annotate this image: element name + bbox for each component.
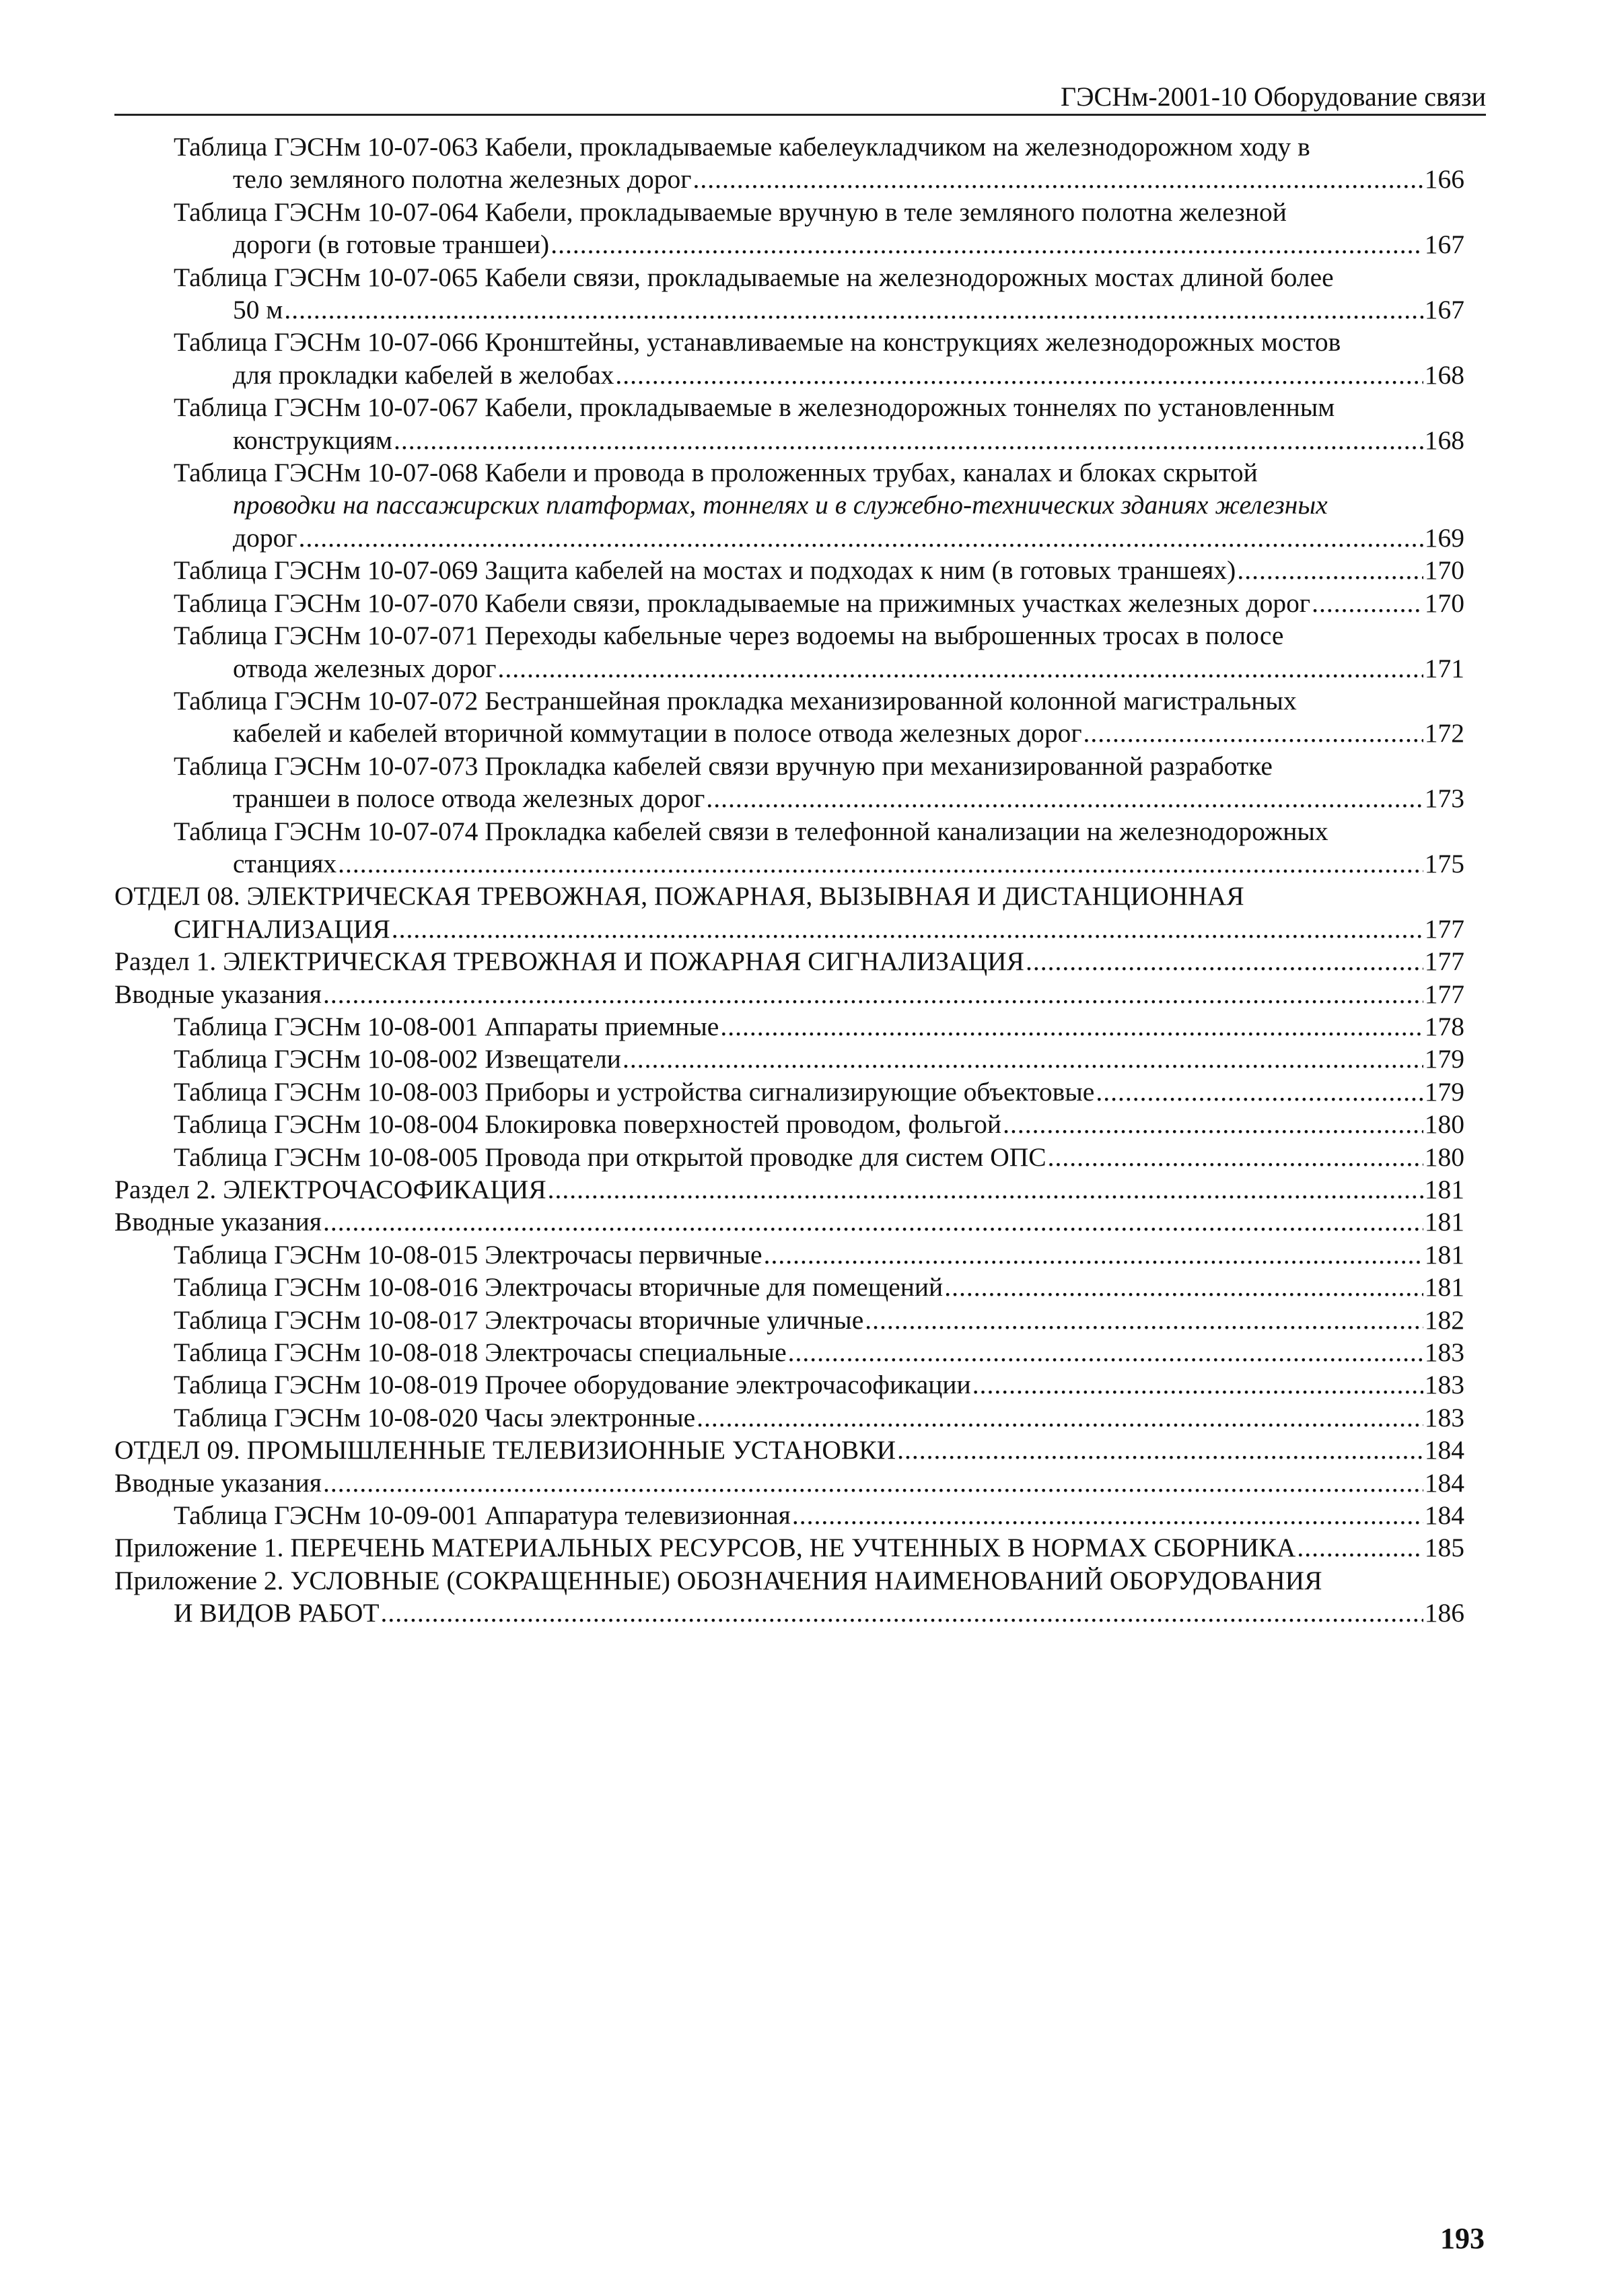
toc-entry-text (114, 1173, 1464, 1206)
toc-entry-text (174, 456, 1464, 554)
toc-entry[interactable] (114, 1467, 1464, 1499)
toc-entry-line: Таблица ГЭСНм 10-07-070 Кабели связи, прокладываемые на прижимных участках железных дорог (174, 588, 1311, 618)
dot-leader (394, 424, 1423, 456)
dot-leader (497, 652, 1423, 685)
toc-entry[interactable] (114, 1336, 1464, 1368)
dot-leader (338, 847, 1423, 880)
toc-entry-text (174, 1271, 1464, 1303)
toc-entry-text (174, 685, 1464, 750)
toc-entry[interactable] (114, 1401, 1464, 1434)
toc-entry-line: Таблица ГЭСНм 10-08-005 Провода при открытой проводке для систем ОПС (174, 1142, 1046, 1172)
toc-page-number: 179 (1424, 1076, 1464, 1107)
toc-page-number: 183 (1424, 1402, 1464, 1432)
toc-page-number: 180 (1424, 1109, 1464, 1140)
toc-entry-line: Таблица ГЭСНм 10-08-002 Извещатели (174, 1044, 621, 1074)
toc-page-number: 177 (1424, 946, 1464, 977)
toc-entry-line: Таблица ГЭСНм 10-07-071 Переходы кабельные через водоемы на выброшенных тросах в полосе (174, 621, 1284, 651)
toc-entry-line: Таблица ГЭСНм 10-08-015 Электрочасы первичные (174, 1239, 762, 1269)
toc-entry-text (174, 1304, 1464, 1336)
toc-entry-line: Таблица ГЭСНм 10-09-001 Аппаратура телевизионная (174, 1500, 791, 1531)
toc-page-number: 181 (1424, 1239, 1464, 1269)
dot-leader (380, 1597, 1423, 1629)
toc-entry-line: ОТДЕЛ 09. ПРОМЫШЛЕННЫЕ ТЕЛЕВИЗИОННЫЕ УСТАНОВКИ (114, 1435, 896, 1465)
dot-leader (623, 1043, 1423, 1075)
toc-entry-line: И ВИДОВ РАБОТ (174, 1598, 380, 1628)
toc-entry-line: Раздел 2. ЭЛЕКТРОЧАСОФИКАЦИЯ (114, 1175, 546, 1204)
dot-leader (788, 1336, 1423, 1368)
dot-leader (720, 1010, 1423, 1043)
toc-entry-line: Таблица ГЭСНм 10-08-016 Электрочасы вторичные для помещений (174, 1272, 944, 1302)
toc-entry-text (174, 391, 1464, 456)
toc-entry[interactable] (114, 1434, 1464, 1466)
toc-page-number: 186 (1424, 1598, 1464, 1628)
toc-entry-line: Таблица ГЭСНм 10-08-018 Электрочасы специальные (174, 1337, 787, 1368)
toc-page-number: 179 (1424, 1044, 1464, 1074)
toc-entry-text (174, 1141, 1464, 1173)
toc-entry-text (114, 945, 1464, 977)
toc-entry-line: Таблица ГЭСНм 10-07-073 Прокладка кабелей связи вручную при механизированной разработке (174, 751, 1273, 781)
toc-entry[interactable] (114, 815, 1464, 880)
dot-leader (615, 359, 1423, 391)
toc-page-number: 183 (1424, 1337, 1464, 1368)
toc-page-number: 177 (1424, 913, 1464, 944)
toc-page-number: 181 (1424, 1175, 1464, 1204)
toc-entry[interactable] (114, 1564, 1464, 1630)
toc-entry[interactable] (114, 880, 1464, 945)
toc-page-number: 184 (1424, 1435, 1464, 1465)
toc-entry[interactable] (114, 619, 1464, 685)
toc-entry-line: конструкциям (233, 425, 392, 455)
toc-entry-line: Таблица ГЭСНм 10-07-067 Кабели, прокладываемые в железнодорожных тоннелях по установленным (174, 392, 1335, 423)
toc-page-number: 182 (1424, 1304, 1464, 1335)
toc-entry-text (114, 1206, 1464, 1238)
toc-entry-text (174, 1368, 1464, 1401)
toc-entry-line: тело земляного полотна железных дорог (233, 164, 692, 195)
dot-leader (1297, 1531, 1423, 1564)
toc-entry-text (174, 1499, 1464, 1531)
toc-entry[interactable] (114, 1239, 1464, 1271)
toc-entry-line: кабелей и кабелей вторичной коммутации в полосе отвода железных дорог (233, 718, 1082, 749)
toc-page-number: 170 (1424, 555, 1464, 586)
toc-entry-text (174, 326, 1464, 391)
toc-entry-line: Таблица ГЭСНм 10-07-064 Кабели, прокладываемые вручную в теле земляного полотна железной (174, 197, 1287, 227)
toc-entry[interactable] (114, 1076, 1464, 1108)
toc-entry-text (174, 554, 1464, 586)
dot-leader (548, 1173, 1423, 1206)
toc-entry[interactable] (114, 1141, 1464, 1173)
dot-leader (944, 1271, 1423, 1303)
toc-entry[interactable] (114, 1304, 1464, 1336)
toc-entry-line: Таблица ГЭСНм 10-08-020 Часы электронные (174, 1402, 696, 1432)
toc-page-number: 175 (1424, 848, 1464, 878)
toc-entry[interactable] (114, 750, 1464, 815)
dot-leader (1026, 945, 1423, 977)
dot-leader (792, 1499, 1423, 1531)
toc-entry-text (174, 587, 1464, 619)
table-of-contents (114, 131, 1464, 1630)
toc-entry[interactable] (114, 978, 1464, 1010)
toc-entry[interactable] (114, 391, 1464, 456)
toc-entry-text (174, 619, 1464, 685)
toc-entry-text (174, 815, 1464, 880)
toc-entry-text (114, 1564, 1464, 1630)
toc-entry-text (174, 1239, 1464, 1271)
toc-page-number: 183 (1424, 1370, 1464, 1400)
toc-entry-line: Таблица ГЭСНм 10-07-069 Защита кабелей на мостах и подходах к ним (в готовых траншеях) (174, 555, 1236, 586)
toc-entry-line: проводки на пассажирских платформах, тоннелях и в служебно-технических зданиях железных (233, 490, 1328, 520)
toc-entry-line: Вводные указания (114, 1207, 322, 1237)
toc-page-number: 185 (1424, 1533, 1464, 1563)
dot-leader (392, 913, 1423, 945)
dot-leader (764, 1239, 1423, 1271)
dot-leader (865, 1304, 1423, 1336)
toc-entry[interactable] (114, 456, 1464, 554)
toc-entry-text (174, 261, 1464, 326)
toc-entry-line: Приложение 1. ПЕРЕЧЕНЬ МАТЕРИАЛЬНЫХ РЕСУРСОВ, НЕ УЧТЕННЫХ В НОРМАХ СБОРНИКА (114, 1533, 1296, 1563)
toc-entry-line: ОТДЕЛ 08. ЭЛЕКТРИЧЕСКАЯ ТРЕВОЖНАЯ, ПОЖАРНАЯ, ВЫЗЫВНАЯ И ДИСТАНЦИОННАЯ (114, 881, 1244, 911)
toc-page-number: 173 (1424, 784, 1464, 814)
toc-page-number: 184 (1424, 1467, 1464, 1498)
toc-page-number: 172 (1424, 718, 1464, 749)
dot-leader (1083, 717, 1423, 749)
toc-entry-line: отвода железных дорог (233, 653, 497, 683)
toc-page-number: 167 (1424, 230, 1464, 260)
dot-leader (692, 163, 1423, 195)
toc-entry[interactable] (114, 1368, 1464, 1401)
toc-entry[interactable] (114, 1010, 1464, 1043)
page-number: 193 (1440, 2222, 1485, 2255)
running-header (114, 71, 1486, 116)
toc-entry-text (174, 196, 1464, 261)
toc-entry-line: станциях (233, 848, 337, 878)
toc-entry-line: 50 м (233, 295, 283, 325)
dot-leader (550, 228, 1423, 260)
toc-entry-text (174, 131, 1464, 196)
toc-entry-line: Таблица ГЭСНм 10-07-068 Кабели и провода в проложенных трубах, каналах и блоках скрытой (174, 458, 1258, 488)
toc-entry-line: Вводные указания (114, 1467, 322, 1498)
toc-entry-line: Таблица ГЭСНм 10-07-074 Прокладка кабелей связи в телефонной канализации на железнодорожных (174, 816, 1328, 846)
toc-entry-line: Таблица ГЭСНм 10-07-066 Кронштейны, устанавливаемые на конструкциях железнодорожных мостов (174, 327, 1341, 357)
toc-entry[interactable] (114, 1206, 1464, 1238)
toc-entry[interactable] (114, 196, 1464, 261)
toc-entry-line: Таблица ГЭСНм 10-07-072 Бестраншейная прокладка механизированной колонной магистральных (174, 685, 1297, 716)
toc-entry[interactable] (114, 685, 1464, 750)
toc-entry-text (114, 1531, 1464, 1564)
toc-entry[interactable] (114, 131, 1464, 196)
dot-leader (1237, 554, 1423, 586)
toc-page-number: 171 (1424, 653, 1464, 683)
dot-leader (697, 1401, 1423, 1434)
dot-leader (706, 782, 1423, 814)
dot-leader (972, 1368, 1423, 1401)
toc-entry[interactable] (114, 1271, 1464, 1303)
toc-entry-line: Таблица ГЭСНм 10-08-019 Прочее оборудование электрочасофикации (174, 1370, 971, 1400)
dot-leader (1312, 587, 1423, 619)
toc-entry-line: Вводные указания (114, 979, 322, 1009)
toc-entry-text (114, 1467, 1464, 1499)
toc-entry-text (114, 978, 1464, 1010)
toc-entry-text (114, 1434, 1464, 1466)
toc-entry-text (174, 1043, 1464, 1075)
dot-leader (1096, 1076, 1423, 1108)
toc-entry-line: Таблица ГЭСНм 10-08-003 Приборы и устройства сигнализирующие объектовые (174, 1076, 1095, 1107)
toc-page-number: 177 (1424, 979, 1464, 1009)
toc-entry-text (114, 880, 1464, 945)
dot-leader (299, 522, 1423, 554)
dot-leader (897, 1434, 1423, 1466)
toc-entry-text (174, 1010, 1464, 1043)
toc-entry-text (174, 1336, 1464, 1368)
toc-entry-text (174, 750, 1464, 815)
toc-entry[interactable] (114, 326, 1464, 391)
toc-page-number: 178 (1424, 1011, 1464, 1041)
toc-entry-text (174, 1108, 1464, 1140)
toc-entry[interactable] (114, 261, 1464, 326)
toc-entry-line: Приложение 2. УСЛОВНЫЕ (СОКРАЩЕННЫЕ) ОБОЗНАЧЕНИЯ НАИМЕНОВАНИЙ ОБОРУДОВАНИЯ (114, 1565, 1322, 1595)
toc-entry-line: траншеи в полосе отвода железных дорог (233, 784, 705, 814)
toc-entry[interactable] (114, 1499, 1464, 1531)
toc-page-number: 167 (1424, 295, 1464, 325)
dot-leader (323, 1467, 1423, 1499)
dot-leader (323, 1206, 1423, 1238)
toc-entry-line: Таблица ГЭСНм 10-08-004 Блокировка поверхностей проводом, фольгой (174, 1109, 1002, 1140)
toc-entry-line: Раздел 1. ЭЛЕКТРИЧЕСКАЯ ТРЕВОЖНАЯ И ПОЖАРНАЯ СИГНАЛИЗАЦИЯ (114, 946, 1025, 977)
dot-leader (323, 978, 1423, 1010)
toc-entry[interactable] (114, 1531, 1464, 1564)
toc-entry[interactable] (114, 945, 1464, 977)
toc-page-number: 180 (1424, 1142, 1464, 1172)
toc-entry-line: дорог (233, 522, 297, 553)
toc-entry-line: Таблица ГЭСНм 10-08-001 Аппараты приемные (174, 1011, 719, 1041)
toc-entry-line: Таблица ГЭСНм 10-08-017 Электрочасы вторичные уличные (174, 1304, 864, 1335)
toc-entry-line: дороги (в готовые траншеи) (233, 230, 550, 260)
toc-page-number: 166 (1424, 164, 1464, 195)
toc-page-number: 181 (1424, 1272, 1464, 1302)
toc-entry[interactable] (114, 587, 1464, 619)
toc-entry-line: Таблица ГЭСНм 10-07-065 Кабели связи, прокладываемые на железнодорожных мостах длиной более (174, 262, 1334, 292)
toc-entry-line: Таблица ГЭСНм 10-07-063 Кабели, прокладываемые кабелеукладчиком на железнодорожном ходу в (174, 132, 1310, 162)
toc-entry-line: СИГНАЛИЗАЦИЯ (174, 913, 390, 944)
toc-entry-text (174, 1076, 1464, 1108)
toc-entry[interactable] (114, 1108, 1464, 1140)
toc-entry[interactable] (114, 1173, 1464, 1206)
toc-page-number: 169 (1424, 522, 1464, 553)
toc-entry[interactable] (114, 554, 1464, 586)
toc-page-number: 181 (1424, 1207, 1464, 1237)
dot-leader (284, 293, 1423, 326)
running-title: ГЭСНм-2001-10 Оборудование связи (1061, 81, 1486, 112)
toc-page-number: 168 (1424, 359, 1464, 390)
toc-page-number: 170 (1424, 588, 1464, 618)
toc-page-number: 184 (1424, 1500, 1464, 1531)
toc-entry[interactable] (114, 1043, 1464, 1075)
dot-leader (1048, 1141, 1423, 1173)
toc-page-number: 168 (1424, 425, 1464, 455)
toc-entry-text (174, 1401, 1464, 1434)
toc-entry-line: для прокладки кабелей в желобах (233, 359, 614, 390)
dot-leader (1003, 1108, 1423, 1140)
